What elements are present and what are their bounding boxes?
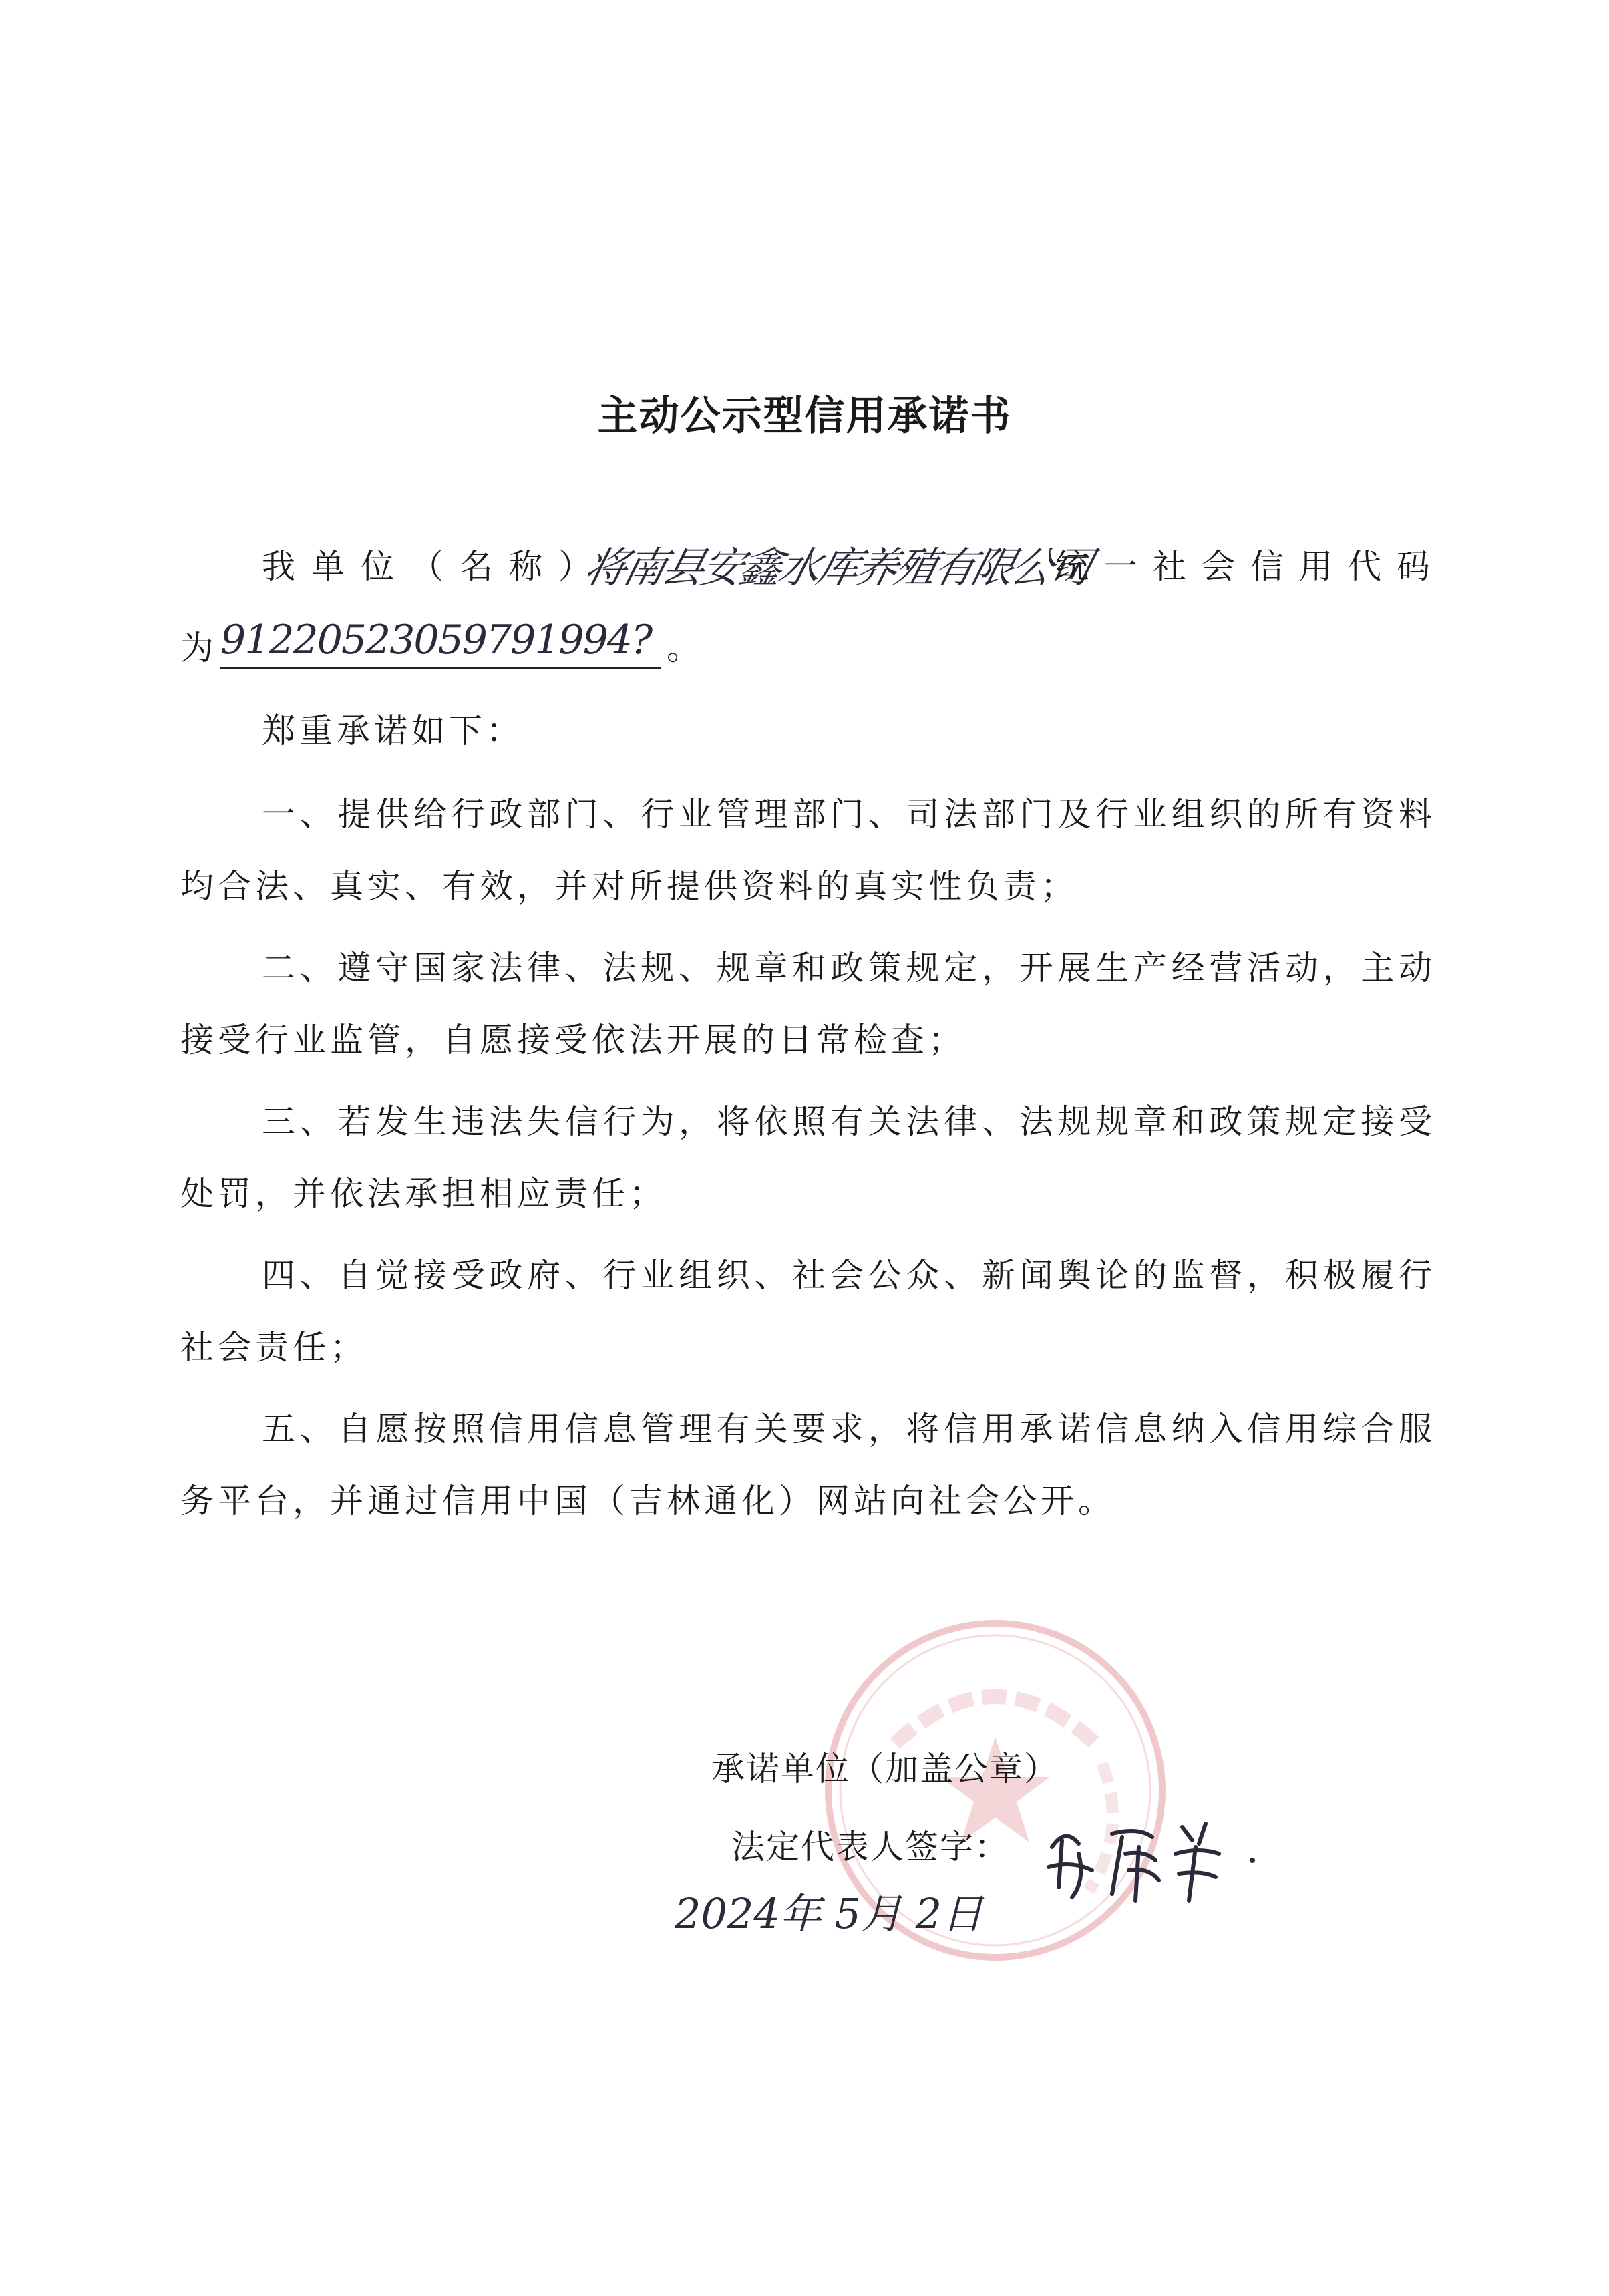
commitment-item-1: 一、提供给行政部门、行业管理部门、司法部门及行业组织的所有资料均合法、真实、有效，并对所提供资料的真实性负责； — [180, 795, 1436, 906]
code-suffix: 。 — [667, 629, 700, 667]
intro-suffix: 统一社会信用代码 — [1055, 547, 1445, 586]
lead-text: 郑重承诺如下： — [262, 711, 524, 750]
handwritten-signature — [1039, 1807, 1279, 1907]
code-prefix: 为 — [180, 629, 214, 667]
document-title: 主动公示型信用承诺书 — [597, 393, 1012, 440]
intro-prefix: 我单位（名称） — [262, 547, 608, 586]
commitment-item-4: 四、自觉接受政府、行业组织、社会公众、新闻舆论的监督，积极履行社会责任； — [180, 1256, 1436, 1367]
date-handwritten: 2024年 5月 2日 — [675, 1889, 984, 1938]
commitment-item-3: 三、若发生违法失信行为，将依照有关法律、法规规章和政策规定接受处罚，并依法承担相应责任； — [180, 1102, 1436, 1213]
company-name-handwritten: 将南县安鑫水库养殖有限公司 — [579, 543, 1095, 592]
commitment-item-5: 五、自愿按照信用信息管理有关要求，将信用承诺信息纳入信用综合服务平台，并通过信用中国（吉林通化）网站向社会公开。 — [180, 1410, 1436, 1520]
commitment-item-2: 二、遵守国家法律、法规、规章和政策规定，开展生产经营活动，主动接受行业监管，自愿接受依法开展的日常检查； — [180, 949, 1436, 1059]
legal-rep-label: 法定代表人签字： — [731, 1828, 1009, 1866]
sign-unit-label: 承诺单位（加盖公章） — [711, 1750, 1059, 1788]
credit-code-handwritten: 91220523059791994? — [220, 613, 661, 669]
